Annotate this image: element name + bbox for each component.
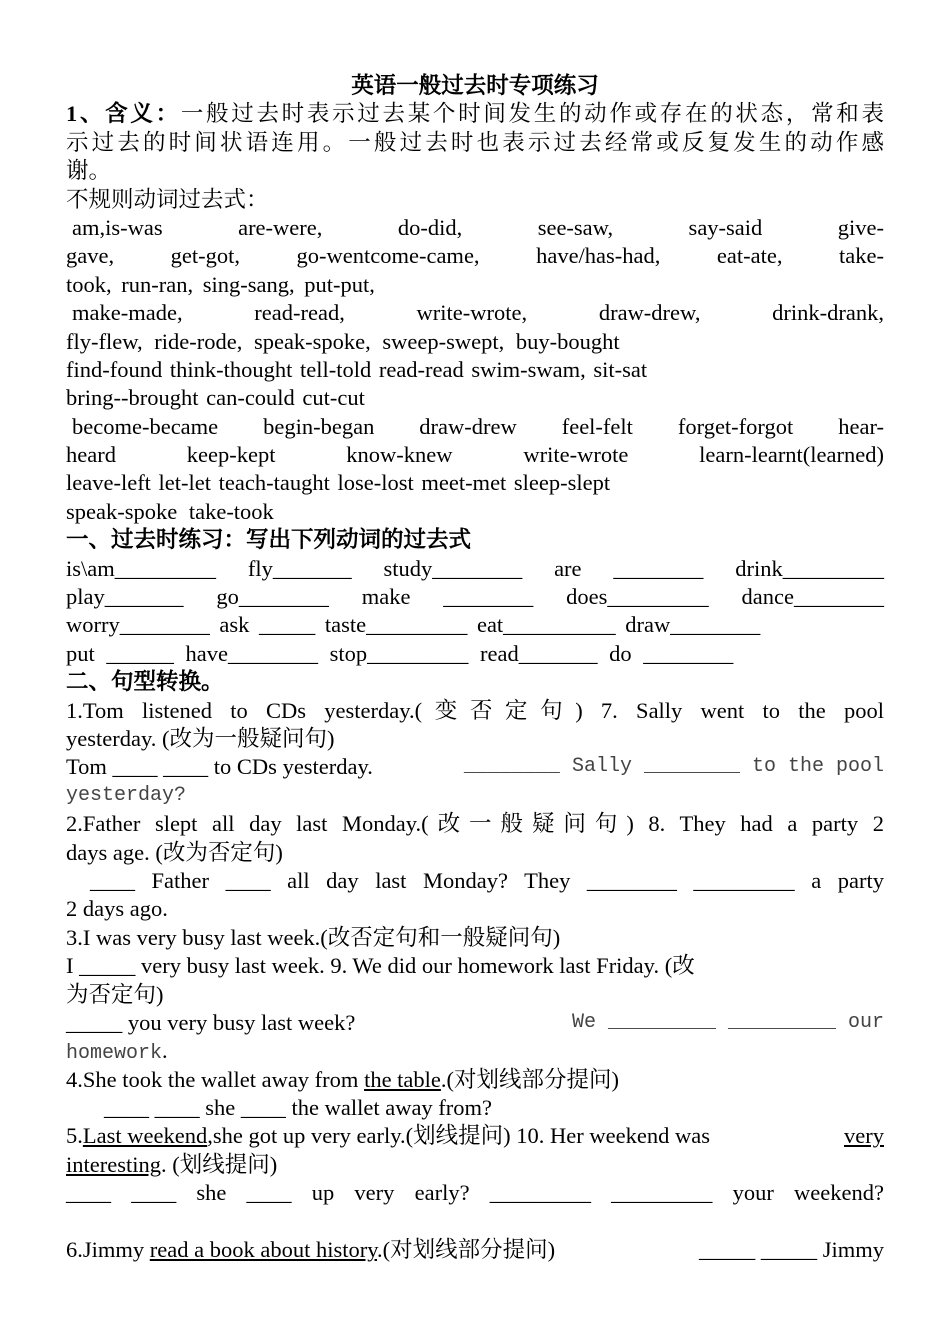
answer-line: 2 days ago. xyxy=(66,896,168,922)
definition-text-1: 一般过去时表示过去某个时间发生的动作或存在的状态，常和表 xyxy=(180,101,884,127)
irregular-line: fly-flew, ride-rode, speak-spoke, sweep-swept, buy-bought xyxy=(66,328,620,354)
question-line: 1.Tom listened to CDs yesterday.(变否定句) 7. Sally went to the pool xyxy=(66,697,884,723)
q10-underlined-2: interesting xyxy=(66,1151,161,1177)
q5-q10-left xyxy=(66,1122,710,1150)
q5-text: ,she got up very early.(划线提问) 10. Her weekend was xyxy=(207,1123,710,1149)
q9-answer-word: homework xyxy=(66,1042,163,1066)
question-line xyxy=(66,1151,884,1179)
q6-instruction: .(对划线部分提问) xyxy=(377,1237,556,1263)
q7-answer: ________ Sally ________ to the pool xyxy=(463,755,884,779)
question-line xyxy=(66,1236,884,1264)
part1-heading: 一、过去时练习：写出下列动词的过去式 xyxy=(66,527,472,553)
answer-line: ____ ____ she ____ the wallet away from? xyxy=(104,1095,493,1121)
q10-instruction: . (划线提问) xyxy=(160,1151,278,1177)
irregular-line: find-found think-thought tell-told read-read swim-swam, sit-sat xyxy=(66,356,648,382)
definition-line-3: 谢。 xyxy=(66,158,112,184)
irregular-line: bring--brought can-could cut-cut xyxy=(66,385,365,411)
answer-line xyxy=(66,753,884,781)
q9-answer-period: . xyxy=(162,1038,168,1064)
definition-line-2: 示过去的时间状语连用。一般过去时也表示过去经常或反复发生的动作感 xyxy=(66,129,884,155)
q1-answer: Tom ____ ____ to CDs yesterday. xyxy=(66,754,373,780)
answer-line: ____ ____ she ____ up very early? _________ _________ your weekend? xyxy=(66,1180,884,1206)
verb-exercise-row: put ______ have________ stop_________ read_______ do ________ xyxy=(66,640,734,666)
verb-exercise-row: worry________ ask _____ taste_________ eat__________ draw________ xyxy=(66,612,761,638)
irregular-line: speak-spoke take-took xyxy=(66,498,274,524)
irregular-line: become-became begin-began draw-drew feel-felt forget-forgot hear- xyxy=(72,413,884,439)
q3-answer: _____ you very busy last week? xyxy=(66,1009,356,1035)
document-title: 英语一般过去时专项练习 xyxy=(351,73,599,98)
blank-line xyxy=(66,1208,884,1236)
question-line: 2.Father slept all day last Monday.(改一般疑问句) 8. They had a party 2 xyxy=(66,811,884,837)
q9-answer: We _________ _________ our xyxy=(571,1010,884,1034)
q7-answer-cont: yesterday? xyxy=(66,783,187,807)
q4-underlined: the table xyxy=(364,1066,441,1092)
irregular-line: make-made, read-read, write-wrote, draw-drew, drink-drank, xyxy=(72,300,884,326)
irregular-line: gave, get-got, go-wentcome-came, have/has-had, eat-ate, take- xyxy=(66,243,884,269)
question-line xyxy=(66,1066,884,1094)
part2-heading: 二、句型转换。 xyxy=(66,669,224,695)
q6-answer: _____ _____ Jimmy xyxy=(698,1237,884,1263)
document-page xyxy=(66,72,884,1264)
answer-line xyxy=(66,1009,884,1037)
q9-answer-cont xyxy=(66,1037,884,1065)
irregular-heading: 不规则动词过去式： xyxy=(66,186,269,212)
verb-exercise-row: is\am_________ fly_______ study________ are ________ drink_________ xyxy=(66,555,884,581)
definition-line-1 xyxy=(66,100,884,128)
q6-underlined: read a book about history xyxy=(149,1237,377,1263)
q5-underlined: Last weekend xyxy=(82,1123,208,1149)
verb-exercise-row: play_______ go________ make ________ does_________ dance________ xyxy=(66,584,884,610)
irregular-line: heard keep-kept know-knew write-wrote learn-learnt(learned) xyxy=(66,442,884,468)
irregular-line: leave-left let-let teach-taught lose-lost meet-met sleep-slept xyxy=(66,470,611,496)
q5-number: 5. xyxy=(66,1123,83,1149)
question-line: 为否定句) xyxy=(66,981,164,1007)
question-line: yesterday. (改为一般疑问句) xyxy=(66,725,335,751)
question-line: 3.I was very busy last week.(改否定句和一般疑问句) xyxy=(66,924,561,950)
q6-prefix: 6.Jimmy xyxy=(66,1237,150,1263)
irregular-line: took, run-ran, sing-sang, put-put, xyxy=(66,271,375,297)
question-line: I _____ very busy last week. 9. We did our homework last Friday. (改 xyxy=(66,953,695,979)
q10-underlined-1: very xyxy=(844,1123,884,1149)
question-line xyxy=(66,1122,884,1150)
q4-text: 4.She took the wallet away from xyxy=(66,1066,365,1092)
irregular-line: am,is-was are-were, do-did, see-saw, say-said give- xyxy=(72,214,884,240)
definition-label: 1、含义： xyxy=(66,101,181,127)
q6-text xyxy=(66,1236,555,1264)
answer-line: ____ Father ____ all day last Monday? They ________ _________ a party xyxy=(90,867,884,893)
q4-instruction: .(对划线部分提问) xyxy=(440,1066,620,1092)
question-line: days age. (改为否定句) xyxy=(66,839,283,865)
